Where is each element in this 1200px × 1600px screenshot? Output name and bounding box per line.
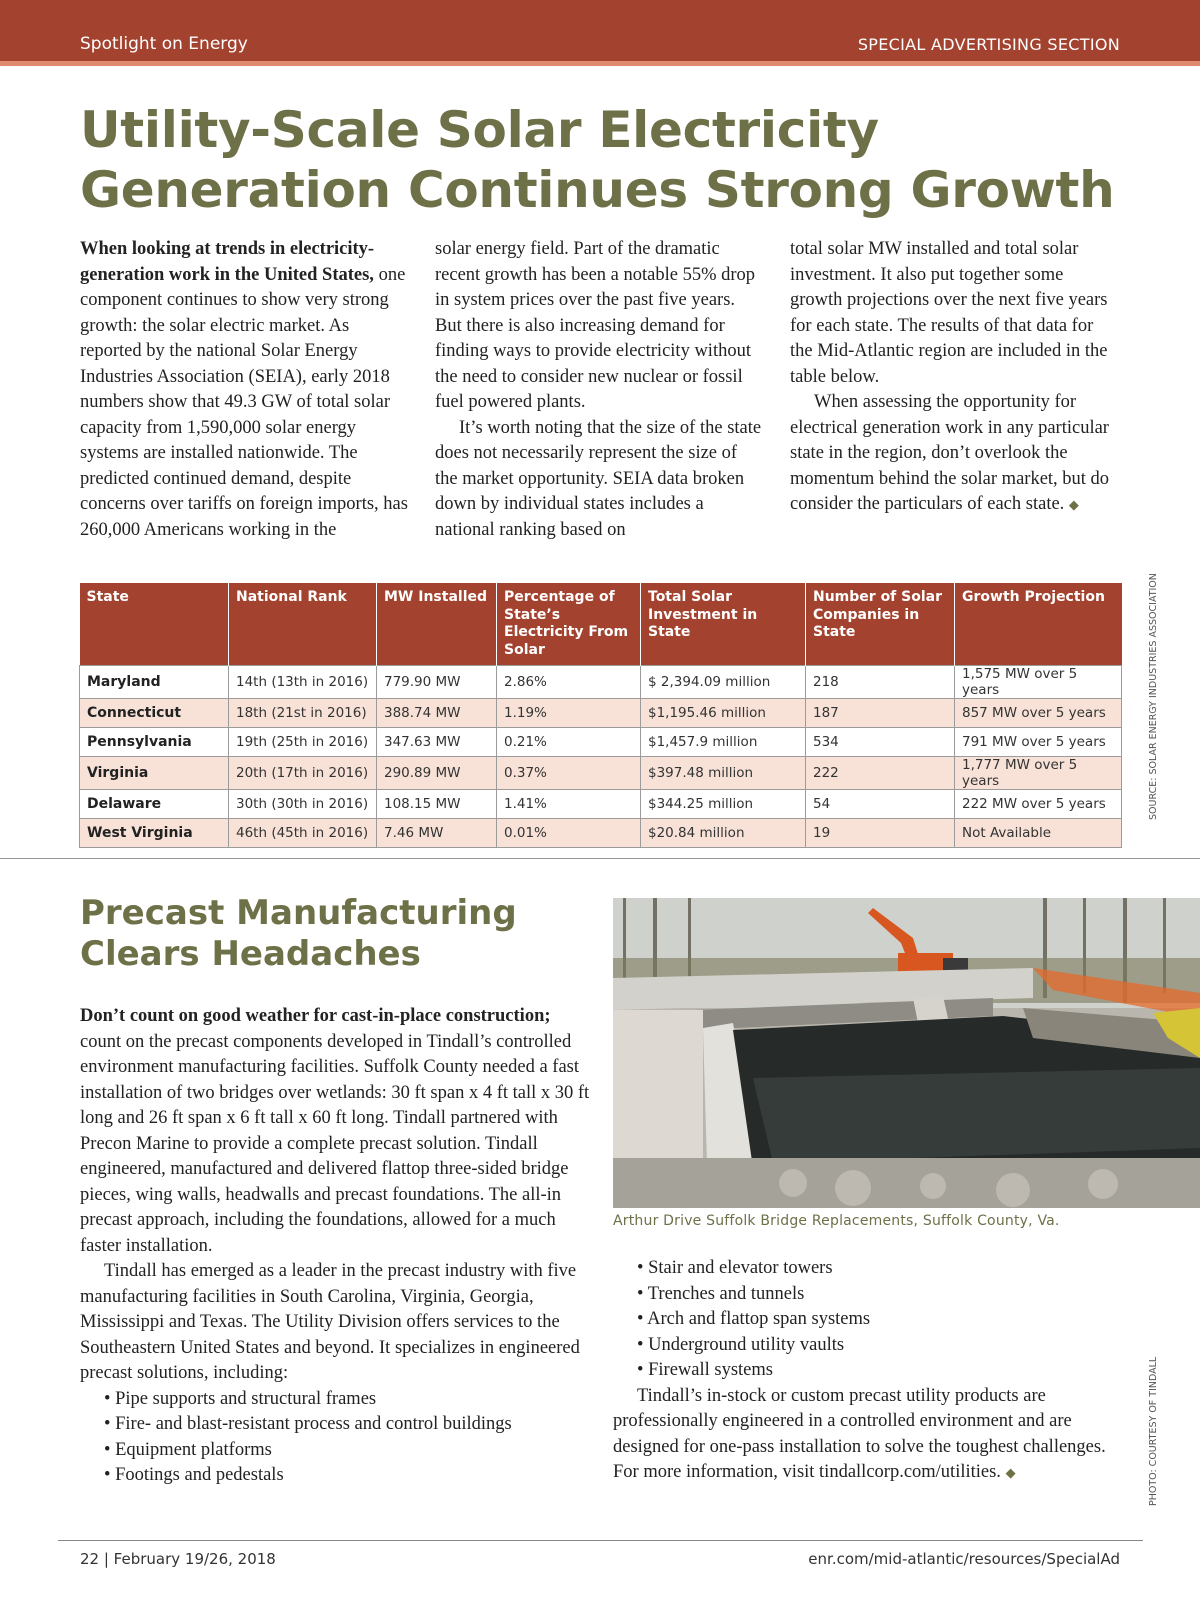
article2-paragraph [80, 1004, 592, 1259]
end-mark-icon: ◆ [1068, 497, 1079, 512]
table-cell: 18th (21st in 2016) [229, 699, 377, 728]
table-cell: 290.89 MW [377, 757, 497, 790]
state-cell: West Virginia [80, 819, 229, 848]
list-item: • Firewall systems [613, 1358, 1128, 1384]
table-row [80, 819, 1122, 848]
table-cell: 14th (13th in 2016) [229, 666, 377, 699]
table-cell: 19th (25th in 2016) [229, 728, 377, 757]
footer-rule [58, 1540, 1143, 1541]
bridge-photo-illustration [613, 898, 1200, 1208]
footer-url: enr.com/mid-atlantic/resources/SpecialAd [808, 1550, 1120, 1568]
article-title: Utility-Scale Solar Electricity Generation Continues Strong Growth [80, 101, 1115, 219]
table-cell: 0.01% [497, 819, 641, 848]
table-cell: 46th (45th in 2016) [229, 819, 377, 848]
table-cell: 222 MW over 5 years [955, 790, 1122, 819]
table-cell: 534 [806, 728, 955, 757]
column-header: Number of Solar Companies in State [806, 583, 955, 666]
table-cell: 0.37% [497, 757, 641, 790]
table-cell: 388.74 MW [377, 699, 497, 728]
table-cell: 7.46 MW [377, 819, 497, 848]
table-cell: 857 MW over 5 years [955, 699, 1122, 728]
table-cell: 54 [806, 790, 955, 819]
body-text: Tindall’s in-stock or custom precast utility products are professionally engineered in a controlled environment and are designed for one-pass installation to solve the toughest challenges. For more information, visit tindallcorp.com/utilities. [613, 1385, 1106, 1482]
article1-paragraph [790, 390, 1120, 518]
advertising-label: SPECIAL ADVERTISING SECTION [857, 35, 1120, 54]
table-cell: 1.19% [497, 699, 641, 728]
table-cell: $1,195.46 million [641, 699, 806, 728]
state-cell: Delaware [80, 790, 229, 819]
table-cell: $344.25 million [641, 790, 806, 819]
table-row [80, 728, 1122, 757]
table-cell: 20th (17th in 2016) [229, 757, 377, 790]
column-header: Growth Projection [955, 583, 1122, 666]
table-cell: 1.41% [497, 790, 641, 819]
state-cell: Connecticut [80, 699, 229, 728]
article1-paragraph [80, 237, 408, 543]
services-list [613, 1256, 1128, 1384]
article2-column-2 [613, 1256, 1128, 1486]
table-row [80, 699, 1122, 728]
table-cell: $ 2,394.09 million [641, 666, 806, 699]
article2-title: Precast Manufacturing Clears Headaches [80, 893, 517, 974]
column-header: MW Installed [377, 583, 497, 666]
table-cell: 30th (30th in 2016) [229, 790, 377, 819]
body-text: one component continues to show very strong growth: the solar electric market. As reported by the national Solar Energy Industries Association (SEIA), early 2018 numbers show that 49.3 GW of total solar capacity from 1,590,000 solar energy systems are installed nationwide. The predicted continued demand, despite concerns over tariffs on foreign imports, has 260,000 Americans working in the [80, 264, 408, 540]
body-text: When assessing the opportunity for electrical generation work in any particular state in the region, don’t overlook the momentum behind the solar market, but do consider the particulars of each state. [790, 392, 1110, 514]
table-cell: $1,457.9 million [641, 728, 806, 757]
table-cell: 2.86% [497, 666, 641, 699]
list-item: • Pipe supports and structural frames [80, 1387, 592, 1413]
table-row [80, 666, 1122, 699]
solar-data-table [79, 583, 1122, 848]
top-banner [0, 0, 1200, 66]
list-item: • Equipment platforms [80, 1438, 592, 1464]
article2-paragraph [613, 1384, 1128, 1486]
column-header: State [80, 583, 229, 666]
article2-paragraph: Tindall has emerged as a leader in the precast industry with five manufacturing facilities in South Carolina, Virginia, Georgia, Mississippi and Texas. The Utility Division offers services to the Southeastern United States and beyond. It specializes in engineered precast solutions, including: [80, 1261, 580, 1383]
article1-column-2 [435, 237, 763, 543]
table-cell: 108.15 MW [377, 790, 497, 819]
section-divider [0, 858, 1200, 859]
bridge-photo [613, 898, 1200, 1208]
section-label: Spotlight on Energy [80, 34, 248, 54]
list-item: • Footings and pedestals [80, 1463, 592, 1489]
table-cell: Not Available [955, 819, 1122, 848]
table-row [80, 757, 1122, 790]
column-header: Total Solar Investment in State [641, 583, 806, 666]
table-header-row [80, 583, 1122, 666]
list-item: • Fire- and blast-resistant process and control buildings [80, 1412, 592, 1438]
table-cell: 222 [806, 757, 955, 790]
table-cell: 1,575 MW over 5 years [955, 666, 1122, 699]
article1-column-3 [790, 237, 1120, 518]
article1-paragraph: solar energy field. Part of the dramatic recent growth has been a notable 55% drop in system prices over the past five years. But there is also increasing demand for finding ways to provide electricity without the need to consider new nuclear or fossil fuel powered plants. [435, 239, 756, 412]
list-item: • Stair and elevator towers [613, 1256, 1128, 1282]
column-header: Percentage of State’s Electricity From Solar [497, 583, 641, 666]
article2-column-1 [80, 1004, 592, 1489]
photo-caption: Arthur Drive Suffolk Bridge Replacements, Suffolk County, Va. [613, 1213, 1060, 1229]
state-cell: Pennsylvania [80, 728, 229, 757]
body-text: count on the precast components developed in Tindall’s controlled environment manufacturing facilities. Suffolk County needed a fast installation of two bridges over wetlands: 30 ft span x 4 ft tall x 30 ft long and 26 ft span x 6 ft tall x 60 ft long. Tindall partnered with Precon Marine to provide a complete precast solution. Tindall engineered, manufactured and delivered flattop three-sided bridge pieces, wing walls, headwalls and precast foundations. The all-in precast approach, including the foundations, allowed for a much faster installation. [80, 1031, 590, 1256]
services-list [80, 1387, 592, 1489]
lead-text: When looking at trends in electricity-generation work in the United States, [80, 239, 375, 285]
article1-paragraph: It’s worth noting that the size of the state does not necessarily represent the size of the market opportunity. SEIA data broken down by individual states includes a national ranking based on [435, 417, 762, 540]
table-cell: 791 MW over 5 years [955, 728, 1122, 757]
article1-paragraph: total solar MW installed and total solar investment. It also put together some growth projections over the next five years for each state. The results of that data for the Mid-Atlantic region are included in the table below. [790, 239, 1108, 387]
article1-column-1 [80, 237, 408, 543]
footer-page-info: 22 | February 19/26, 2018 [80, 1550, 276, 1568]
table-cell: 779.90 MW [377, 666, 497, 699]
table-cell: 0.21% [497, 728, 641, 757]
table-cell: $20.84 million [641, 819, 806, 848]
table-source-credit: SOURCE: SOLAR ENERGY INDUSTRIES ASSOCIATION [1148, 573, 1159, 820]
table-cell: 1,777 MW over 5 years [955, 757, 1122, 790]
table-cell: 19 [806, 819, 955, 848]
list-item: • Underground utility vaults [613, 1333, 1128, 1359]
list-item: • Trenches and tunnels [613, 1282, 1128, 1308]
list-item: • Arch and flattop span systems [613, 1307, 1128, 1333]
lead-text: Don’t count on good weather for cast-in-place construction; [80, 1006, 551, 1026]
column-header: National Rank [229, 583, 377, 666]
table-row [80, 790, 1122, 819]
state-cell: Maryland [80, 666, 229, 699]
end-mark-icon: ◆ [1005, 1465, 1016, 1480]
table-cell: $397.48 million [641, 757, 806, 790]
photo-credit: PHOTO: COURTESY OF TINDALL [1148, 1356, 1159, 1506]
table-cell: 187 [806, 699, 955, 728]
table-cell: 218 [806, 666, 955, 699]
state-cell: Virginia [80, 757, 229, 790]
table-cell: 347.63 MW [377, 728, 497, 757]
